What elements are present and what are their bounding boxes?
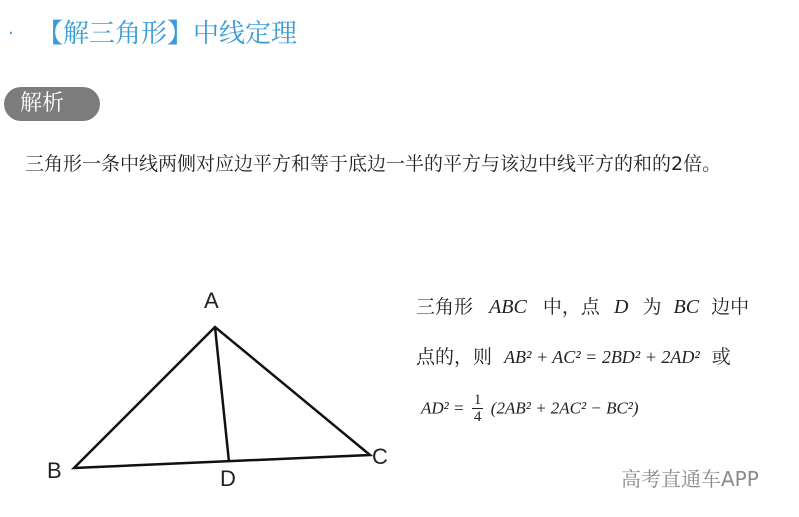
explanation-text: 三角形一条中线两侧对应边平方和等于底边一半的平方与该边中线平方的和的2倍。 xyxy=(25,153,722,175)
line1-as: 为 xyxy=(642,296,662,318)
triangle-name: ABC xyxy=(489,296,527,318)
formula-1: AB² + AC² = 2BD² + 2AD² xyxy=(504,347,700,367)
formula-2-rhs: (2AB² + 2AC² − BC²) xyxy=(490,398,639,418)
title-row xyxy=(0,14,799,54)
label-b: B xyxy=(47,458,62,483)
watermark: 高考直通车APP xyxy=(621,467,759,491)
statement-line-1 xyxy=(416,292,749,322)
triangle-figure xyxy=(0,270,400,517)
point-name: D xyxy=(613,296,629,318)
formula-2 xyxy=(421,392,639,436)
median-ad xyxy=(215,327,229,462)
bullet-icon: · xyxy=(8,23,14,44)
line2-prefix: 点的，则 xyxy=(416,346,493,368)
page-title: 【解三角形】中线定理 xyxy=(37,19,298,49)
fraction xyxy=(472,392,484,425)
label-a: A xyxy=(204,288,219,313)
formula-2-lhs: AD² = xyxy=(421,398,465,418)
statement-line-2 xyxy=(416,342,731,372)
line2-suffix: 或 xyxy=(711,346,731,368)
label-d: D xyxy=(220,466,236,491)
line1-suffix: 边中 xyxy=(711,296,750,318)
fraction-denominator: 4 xyxy=(473,409,482,425)
analysis-badge: 解析 xyxy=(4,87,100,121)
segment-name: BC xyxy=(673,296,700,318)
fraction-numerator: 1 xyxy=(473,392,482,408)
line1-mid: 中，点 xyxy=(542,296,600,318)
label-c: C xyxy=(372,444,388,469)
line1-prefix: 三角形 xyxy=(416,296,474,318)
